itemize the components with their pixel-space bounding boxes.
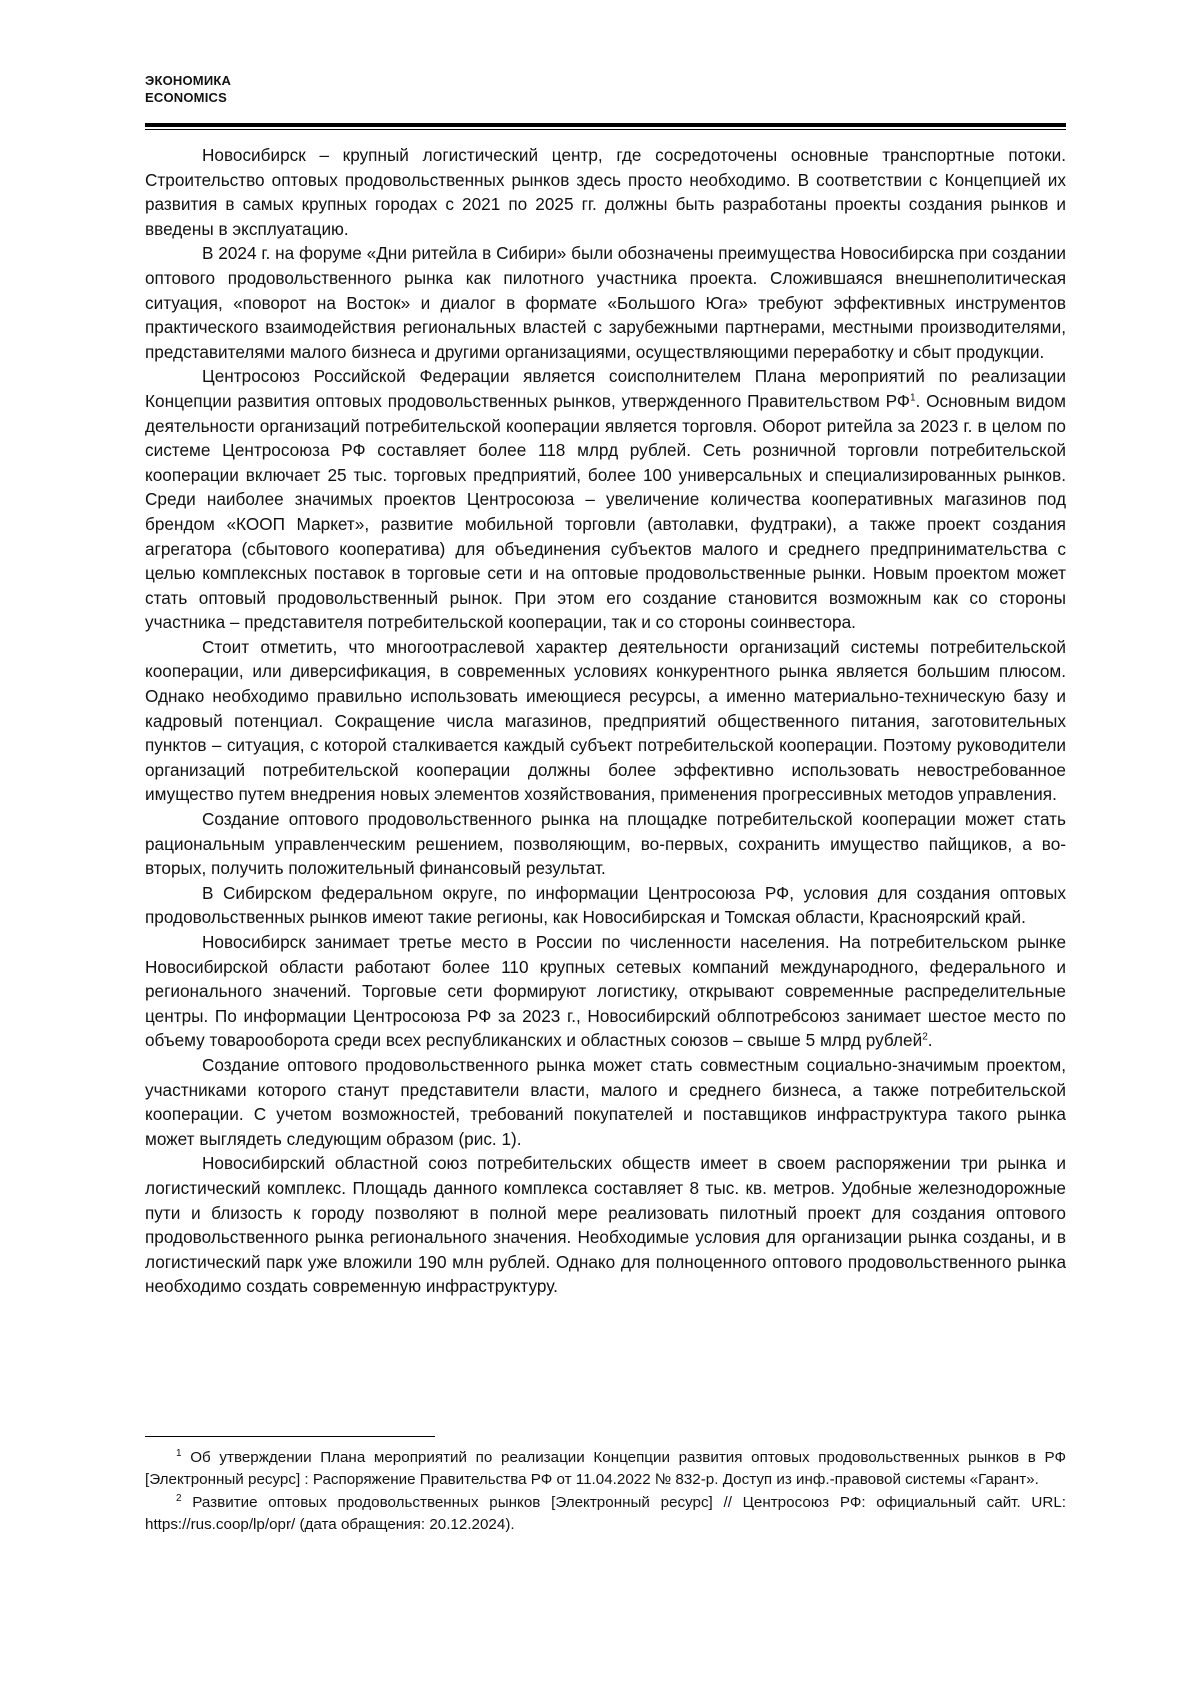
header-section-ru: ЭКОНОМИКА <box>145 73 232 88</box>
footnote-1-text: Об утверждении Плана мероприятий по реализации Концепции развития оптовых продовольственных рынков в РФ [Электронный ресурс] : Распоряжение Правительства РФ от 11.04.2022 № 832-р. Доступ из инф.-правовой системы «Гарант». <box>145 1449 1066 1489</box>
footnote-2 <box>145 1492 1066 1537</box>
paragraph-3-part-b: . Основным видом деятельности организаций потребительской кооперации является торговля. Оборот ритейла за 2023 г. в целом по системе Центросоюза РФ составляет более 118 млрд рублей. Сеть розничной торговли потребительской кооперации включает 25 тыс. торговых предприятий, более 100 универсальных и специализированных рынков. Среди наиболее значимых проектов Центросоюза – увеличение количества кооперативных магазинов под брендом «КООП Маркет», развитие мобильной торговли (автолавки, фудтраки), а также проект создания агрегатора (сбытового кооператива) для объединения субъектов малого и среднего предпринимательства с целью комплексных поставок в торговые сети и на оптовые продовольственные рынки. Новым проектом может стать оптовый продовольственный рынок. При этом его создание становится возможным как со стороны участника – представителя потребительской кооперации, так и со стороны соинвестора. <box>145 390 1066 633</box>
running-header <box>145 72 231 106</box>
paragraph-9: Новосибирский областной союз потребительских обществ имеет в своем распоряжении три рынка и логистический комплекс. Площадь данного комплекса составляет 8 тыс. кв. метров. Удобные железнодорожные пути и близость к городу позволяют в полной мере реализовать пилотный проект для создания оптового продовольственного рынка регионального значения. Необходимые условия для организации рынка созданы, и в логистический парк уже вложили 190 млн рублей. Однако для полноценного оптового продовольственного рынка необходимо создать современную инфраструктуру. <box>145 1153 1066 1297</box>
article-body <box>145 143 1066 1299</box>
footnote-1-mark: 1 <box>176 1447 182 1459</box>
paragraph-5: Создание оптового продовольственного рынка на площадке потребительской кооперации может стать рациональным управленческим решением, позволяющим, во-первых, сохранить имущество пайщиков, а во-вторых, получить положительный финансовый результат. <box>145 809 1066 879</box>
header-section-en: ECONOMICS <box>145 90 227 105</box>
paragraph-7 <box>145 930 1066 1053</box>
footnote-ref-2[interactable]: 2 <box>922 1031 928 1043</box>
footnote-ref-1[interactable]: 1 <box>909 392 916 404</box>
paragraph-6: В Сибирском федеральном округе, по информации Центросоюза РФ, условия для создания оптовых продовольственных рынков имеют такие регионы, как Новосибирская и Томская области, Красноярский край. <box>145 882 1066 928</box>
paragraph-3 <box>145 364 1066 635</box>
paragraph-3-part-a: Центросоюз Российской Федерации является соисполнителем Плана мероприятий по реализации Концепции развития оптовых продовольственных рынков, утвержденного Правительством РФ <box>145 366 1066 411</box>
footnote-1 <box>145 1447 1066 1492</box>
footnotes <box>145 1447 1066 1536</box>
header-rule-thick <box>145 123 1066 127</box>
paragraph-7-part-a: Новосибирск занимает третье место в России по численности населения. На потребительском рынке Новосибирской области работают более 110 крупных сетевых компаний международного, федерального и регионального значений. Торговые сети формируют логистику, открывают современные распределительные центры. По информации Центросоюза РФ за 2023 г., Новосибирский облпотребсоюз занимает шестое место по объему товарооборота среди всех республиканских и областных союзов – свыше 5 млрд рублей <box>145 932 1066 1051</box>
footnote-2-mark: 2 <box>176 1492 182 1504</box>
footnote-2-text: Развитие оптовых продовольственных рынков [Электронный ресурс] // Центросоюз РФ: официальный сайт. URL: https://rus.coop/lp/opr/ (дата обращения: 20.12.2024). <box>145 1493 1066 1533</box>
footnote-separator <box>145 1436 435 1437</box>
paragraph-2: В 2024 г. на форуме «Дни ритейла в Сибири» были обозначены преимущества Новосибирска при создании оптового продовольственного рынка как пилотного участника проекта. Сложившаяся внешнеполитическая ситуация, «поворот на Восток» и диалог в формате «Большого Юга» требуют эффективных инструментов практического взаимодействия региональных властей с зарубежными партнерами, местными производителями, представителями малого бизнеса и другими организациями, осуществляющими переработку и сбыт продукции. <box>145 243 1066 362</box>
paragraph-4: Стоит отметить, что многоотраслевой характер деятельности организаций системы потребительской кооперации, или диверсификация, в современных условиях конкурентного рынка является большим плюсом. Однако необходимо правильно использовать имеющиеся ресурсы, а именно материально-техническую базу и кадровый потенциал. Сокращение числа магазинов, предприятий общественного питания, заготовительных пунктов – ситуация, с которой сталкивается каждый субъект потребительской кооперации. Поэтому руководители организаций потребительской кооперации должны более эффективно использовать невостребованное имущество путем внедрения новых элементов хозяйствования, применения прогрессивных методов управления. <box>145 636 1066 805</box>
paragraph-1: Новосибирск – крупный логистический центр, где сосредоточены основные транспортные потоки. Строительство оптовых продовольственных рынков здесь просто необходимо. В соответствии с Концепцией их развития в самых крупных городах с 2021 по 2025 гг. должны быть разработаны проекты создания рынков и введены в эксплуатацию. <box>145 145 1066 239</box>
paragraph-7-part-b: . <box>927 1030 933 1051</box>
header-rule-thin <box>145 129 1066 130</box>
paragraph-8: Создание оптового продовольственного рынка может стать совместным социально-значимым проектом, участниками которого станут представители власти, малого и среднего бизнеса, а также потребительской кооперации. С учетом возможностей, требований покупателей и поставщиков инфраструктура такого рынка может выглядеть следующим образом (рис. 1). <box>145 1054 1066 1149</box>
